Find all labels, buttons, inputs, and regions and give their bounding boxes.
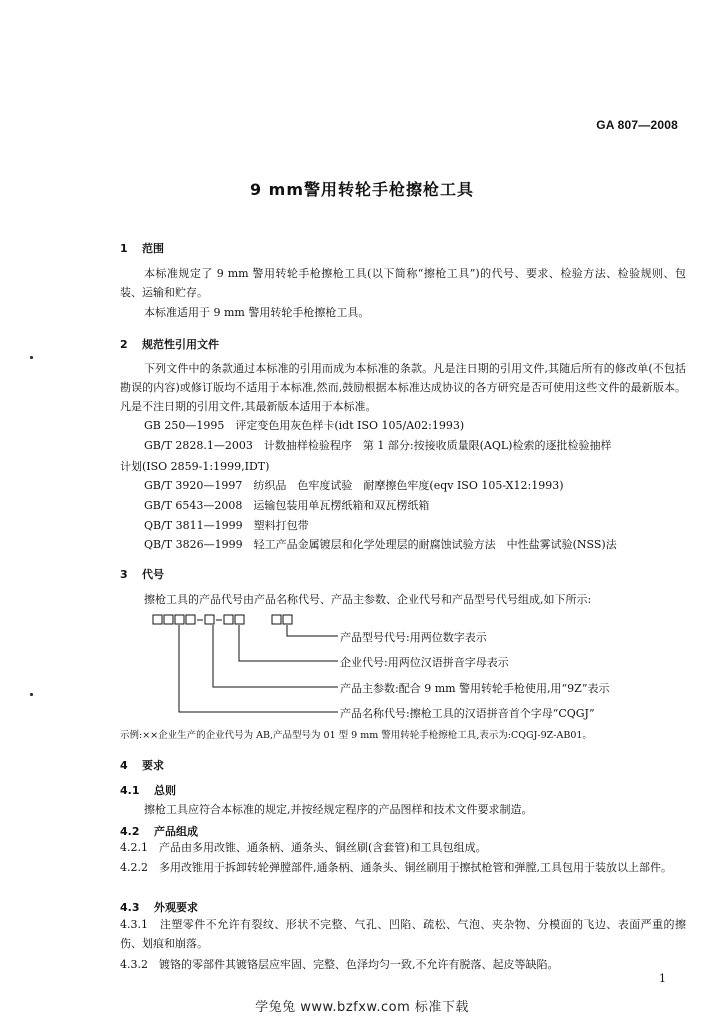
section-1-para-2: 本标准适用于 9 mm 警用转轮手枪擦枪工具。 [144,306,370,319]
section-1-para-1: 本标准规定了 9 mm 警用转轮手枪擦枪工具(以下简称“擦枪工具”)的代号、要求、检验方法、检验规则、包装、运输和贮存。 [120,267,686,299]
standard-code: GA 807—2008 [596,118,678,132]
section-title: 外观要求 [154,901,198,914]
section-number: 4.3 [120,901,140,914]
section-title: 规范性引用文件 [142,338,219,351]
section-number: 4.2 [120,825,140,838]
section-3-para-1: 擦枪工具的产品代号由产品名称代号、产品主参数、企业代号和产品型号代号组成,如下所示: [144,593,592,606]
code-label-main-param: 产品主参数:配合 9 mm 警用转轮手枪使用,用“9Z”表示 [340,682,610,695]
page-number: 1 [659,972,666,985]
section-4-heading [120,757,164,773]
document-title: 9 mm警用转轮手枪擦枪工具 [249,180,475,199]
section-4-3-heading [120,899,198,915]
product-code-diagram [150,612,690,724]
section-2-heading [120,336,219,352]
section-number: 4.1 [120,784,140,797]
section-number: 3 [120,568,128,581]
section-title: 范围 [142,242,164,255]
section-title: 代号 [142,568,164,581]
section-4-1-heading [120,782,176,798]
section-title: 总则 [154,784,176,797]
reference-item: QB/T 3826—1999 轻工产品金属镀层和化学处理层的耐腐蚀试验方法 中性盐雾试验(NSS)法 [144,538,617,551]
section-4-3-2-para: 4.3.2 镀铬的零部件其镀铬层应牢固、完整、色泽均匀一致,不允许有脱落、起皮等缺陷。 [120,958,559,971]
scan-margin-mark [30,356,33,359]
section-4-2-heading [120,823,198,839]
section-4-3-1-para: 4.3.1 注塑零件不允许有裂纹、形状不完整、气孔、凹陷、疏松、气泡、夹杂物、分模面的飞边、表面严重的擦伤、划痕和崩落。 [120,918,686,950]
reference-item: QB/T 3811—1999 塑料打包带 [144,519,309,532]
code-label-model: 产品型号代号:用两位数字表示 [340,631,487,644]
section-1-heading [120,240,164,256]
section-number: 4 [120,759,128,772]
section-4-2-2-para: 4.2.2 多用改锥用于拆卸转轮弹膛部件,通条柄、通条头、铜丝刷用于擦拭枪管和弹膛,工具包用于装放以上部件。 [120,861,672,874]
footer-watermark: 学兔兔 www.bzfxw.com 标准下载 [255,1000,469,1015]
code-label-product-name: 产品名称代号:擦枪工具的汉语拼音首个字母“CQGJ” [340,707,595,720]
reference-item: GB/T 2828.1—2003 计数抽样检验程序 第 1 部分:按接收质量限(AQL)检索的逐批检验抽样 [144,439,612,452]
section-title: 要求 [142,759,164,772]
section-2-para-1: 下列文件中的条款通过本标准的引用而成为本标准的条款。凡是注日期的引用文件,其随后所有的修改单(不包括勘误的内容)或修订版均不适用于本标准,然而,鼓励根据本标准达成协议的各方研究是否可使用这些文件的最新版本。凡是不注日期的引用文件,其最新版本适用于本标准。 [120,362,686,413]
reference-item: GB/T 6543—2008 运输包装用单瓦楞纸箱和双瓦楞纸箱 [144,499,430,512]
scan-margin-mark [30,693,33,696]
reference-item-continued: 计划(ISO 2859-1:1999,IDT) [120,460,270,473]
section-4-2-1-para: 4.2.1 产品由多用改锥、通条柄、通条头、铜丝刷(含套管)和工具包组成。 [120,841,487,854]
reference-item: GB 250—1995 评定变色用灰色样卡(idt ISO 105/A02:1993) [144,419,465,432]
section-3-heading [120,566,164,582]
code-example: 示例:××企业生产的企业代号为 AB,产品型号为 01 型 9 mm 警用转轮手枪擦枪工具,表示为:CQGJ-9Z-AB01。 [120,730,592,741]
code-label-enterprise: 企业代号:用两位汉语拼音字母表示 [340,656,509,669]
reference-item: GB/T 3920—1997 纺织品 色牢度试验 耐摩擦色牢度(eqv ISO 105-X12:1993) [144,479,564,492]
section-title: 产品组成 [154,825,198,838]
section-4-1-para: 擦枪工具应符合本标准的规定,并按经规定程序的产品图样和技术文件要求制造。 [144,803,533,816]
section-number: 2 [120,338,128,351]
section-number: 1 [120,242,128,255]
